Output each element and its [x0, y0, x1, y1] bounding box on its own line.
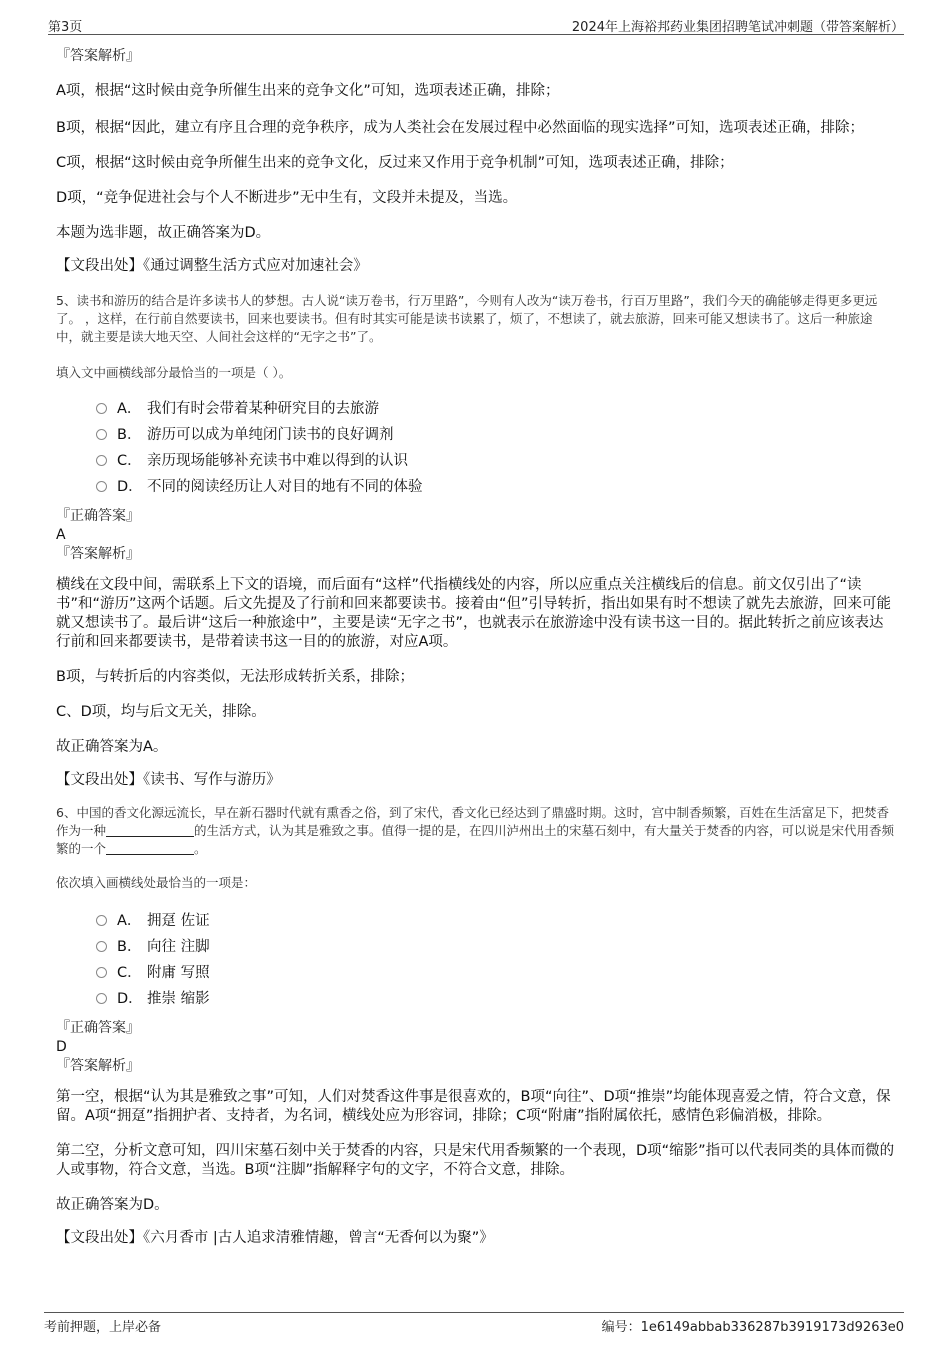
option-key: C．: [117, 453, 142, 469]
text-source: 【文段出处】《读书、写作与游历》: [56, 772, 281, 788]
option-text: 拥趸 佐证: [147, 913, 210, 929]
answer-conclusion: 故正确答案为A。: [56, 739, 168, 755]
radio-button-icon[interactable]: [96, 429, 107, 440]
correct-answer: D: [56, 1039, 67, 1055]
analysis-label: 『答案解析』: [56, 546, 140, 562]
radio-button-icon[interactable]: [96, 403, 107, 414]
analysis-paragraph: 第一空，根据“认为其是雅致之事”可知，人们对焚香这件事是很喜欢的，B项“向往”、D项“推崇”均能体现喜爱之情，符合文意，保留。A项“拥趸”指拥护者、支持者，为名词，横线处应为形容词，排除；C项“附庸”指附属依托，感情色彩偏消极，排除。: [56, 1089, 891, 1124]
document-title: 2024年上海裕邦药业集团招聘笔试冲刺题（带答案解析）: [571, 20, 904, 35]
option-text: 亲历现场能够补充读书中难以得到的认识: [147, 453, 408, 469]
option-key: A．: [117, 401, 142, 417]
stem-text: 6、中国的香文化源远流长，早在新石器时代就有熏香之俗，到了宋代，香文化已经达到了鼎盛时期。这时，宫中制香频繁，百姓在生活富足下，把焚香作为一种: [56, 805, 889, 838]
document-serial: [602, 1316, 904, 1335]
option-item[interactable]: [96, 448, 896, 474]
option-item[interactable]: [96, 422, 896, 448]
page-header: [48, 14, 904, 35]
analysis-paragraph: B项，与转折后的内容类似，无法形成转折关系，排除；: [56, 669, 414, 685]
option-text: 推崇 缩影: [147, 991, 210, 1007]
option-key: D．: [117, 991, 143, 1007]
answer-conclusion: 故正确答案为D。: [56, 1197, 169, 1213]
option-text: 向往 注脚: [147, 939, 210, 955]
analysis-paragraph: C、D项，均与后文无关，排除。: [56, 704, 266, 720]
answer-conclusion: 本题为选非题，故正确答案为D。: [56, 225, 271, 241]
page-content: [56, 44, 896, 1248]
option-text: 我们有时会带着某种研究目的去旅游: [147, 401, 379, 417]
radio-button-icon[interactable]: [96, 967, 107, 978]
option-item[interactable]: [96, 960, 896, 986]
text-source: 【文段出处】《六月香市 |古人追求清雅情趣，曾言“无香何以为聚”》: [56, 1230, 494, 1246]
option-item[interactable]: [96, 908, 896, 934]
fill-blank: [106, 824, 194, 837]
analysis-label: 『答案解析』: [56, 1058, 140, 1074]
footer-slogan: 考前押题，上岸必备: [44, 1320, 162, 1335]
option-item[interactable]: [96, 934, 896, 960]
correct-answer-label: 『正确答案』: [56, 508, 140, 524]
analysis-paragraph: B项，根据“因此，建立有序且合理的竞争秩序，成为人类社会在发展过程中必然面临的现实选择”可知，选项表述正确，排除；: [56, 120, 864, 136]
option-key: D．: [117, 479, 143, 495]
option-list: [96, 908, 896, 1012]
option-key: C．: [117, 965, 142, 981]
stem-text: 的生活方式，认为其是雅致之事。值得一提的是，在四川泸州出土的宋墓石刻中，有大量关于焚香的内容，可以说是宋代用香频繁的一个: [56, 823, 895, 856]
option-text: 不同的阅读经历让人对目的地有不同的体验: [147, 479, 423, 495]
option-key: B．: [117, 939, 142, 955]
page-number: 第3页: [48, 20, 83, 35]
option-key: B．: [117, 427, 142, 443]
option-text: 游历可以成为单纯闭门读书的良好调剂: [147, 427, 394, 443]
option-text: 附庸 写照: [147, 965, 210, 981]
page-footer: [44, 1312, 904, 1333]
question-prompt: 依次填入画横线处最恰当的一项是：: [56, 875, 257, 890]
radio-button-icon[interactable]: [96, 993, 107, 1004]
option-item[interactable]: [96, 986, 896, 1012]
option-key: A．: [117, 913, 142, 929]
radio-button-icon[interactable]: [96, 941, 107, 952]
analysis-paragraph: C项，根据“这时候由竞争所催生出来的竞争文化，反过来又作用于竞争机制”可知，选项表述正确，排除；: [56, 155, 734, 171]
analysis-paragraph: D项，“竞争促进社会与个人不断进步”无中生有，文段并未提及，当选。: [56, 190, 518, 206]
question-stem: 5、读书和游历的结合是许多读书人的梦想。古人说“读万卷书，行万里路”，今则有人改为“读万卷书，行百万里路”，我们今天的确能够走得更多更远了。 ，这样，在行前自然要读书，回来也要读书。但有时其实可能是读书读累了，烦了，不想读了，就去旅游，回来可能又想读书了。这后一种旅途中，就主要是读大地天空、人间社会这样的“无字之书”了。: [56, 293, 878, 344]
question-prompt: 填入文中画横线部分最恰当的一项是（ ）。: [56, 365, 292, 380]
analysis-paragraph: 横线在文段中间，需联系上下文的语境，而后面有“这样”代指横线处的内容，所以应重点关注横线后的信息。前文仅引出了“读书”和“游历”这两个话题。后文先提及了行前和回来都要读书。接着由“但”引导转折，指出如果有时不想读了就先去旅游，回来可能就又想读书了。最后讲“这后一种旅途中”，主要是读“无字之书”，也就表示在旅游途中没有读书这一目的。据此转折之前应该表达行前和回来都要读书，是带着读书这一目的的旅游，对应A项。: [56, 577, 892, 650]
fill-blank: [106, 842, 194, 855]
text-source: 【文段出处】《通过调整生活方式应对加速社会》: [56, 258, 368, 274]
option-list: [96, 396, 896, 500]
radio-button-icon[interactable]: [96, 481, 107, 492]
option-item[interactable]: [96, 474, 896, 500]
radio-button-icon[interactable]: [96, 915, 107, 926]
question-stem: [56, 804, 896, 858]
correct-answer-label: 『正确答案』: [56, 1020, 140, 1036]
correct-answer: A: [56, 527, 66, 543]
serial-number: 1e6149abbab336287b3919173d9263e0: [640, 1320, 904, 1335]
analysis-paragraph: A项，根据“这时候由竞争所催生出来的竞争文化”可知，选项表述正确，排除；: [56, 83, 560, 99]
radio-button-icon[interactable]: [96, 455, 107, 466]
analysis-paragraph: 第二空，分析文意可知，四川宋墓石刻中关于焚香的内容，只是宋代用香频繁的一个表现，D项“缩影”指可以代表同类的具体而微的人或事物，符合文意，当选。B项“注脚”指解释字句的文字，不符合文意，排除。: [56, 1143, 895, 1178]
serial-label: 编号：: [601, 1320, 641, 1335]
option-item[interactable]: [96, 396, 896, 422]
analysis-label: 『答案解析』: [56, 48, 140, 64]
stem-text: 。: [194, 841, 207, 856]
